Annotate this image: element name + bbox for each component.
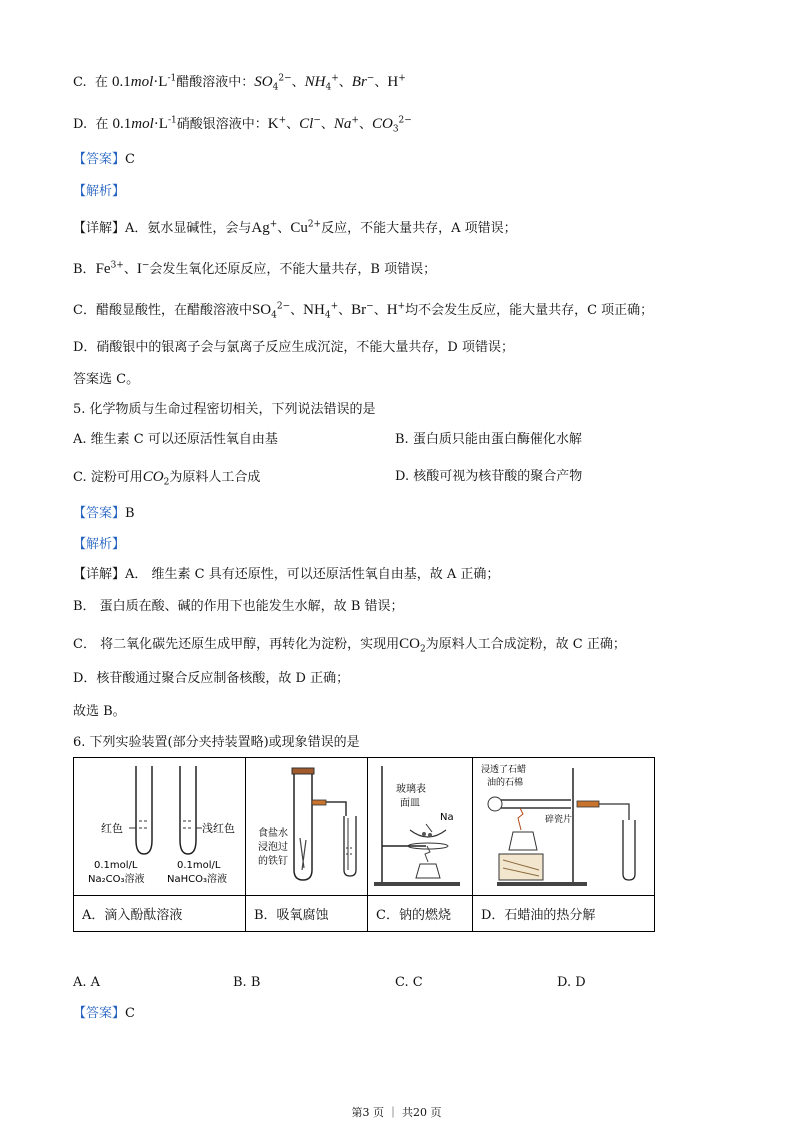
test-tubes-figure bbox=[74, 758, 245, 891]
q5-stem: 5. 化学物质与生命过程密切相关，下列说法错误的是 bbox=[73, 402, 376, 417]
q6-choice-b: B. B bbox=[233, 975, 261, 990]
label-porcelain: 碎瓷片 bbox=[545, 815, 573, 825]
q6-figure-table bbox=[73, 757, 655, 932]
q6-choice-d: D. D bbox=[557, 975, 586, 990]
label-watch-glass-1: 玻璃表 bbox=[396, 784, 426, 795]
caption-a: A．滴入酚酞溶液 bbox=[74, 896, 246, 932]
q6-choice-a: A. A bbox=[73, 975, 101, 990]
label-asbestos-1: 浸透了石蜡 bbox=[481, 765, 527, 775]
figure-d bbox=[473, 758, 655, 896]
label-light-red: 浅红色 bbox=[202, 822, 235, 835]
sodium-burning-figure bbox=[368, 758, 472, 891]
caption-d: D．石蜡油的热分解 bbox=[473, 896, 655, 932]
q5-detail-a: 【详解】A． 维生素 C 具有还原性，可以还原活性氧自由基，故 A 正确； bbox=[73, 567, 500, 582]
label-watch-glass-2: 面皿 bbox=[400, 798, 420, 809]
q4-conclusion: 答案选 C。 bbox=[73, 372, 140, 387]
q4-detail-b: B．$Fe^{3+}$、I−会发生氧化还原反应，不能大量共存，B 项错误； bbox=[73, 260, 437, 277]
q5-conclusion: 故选 B。 bbox=[73, 704, 126, 719]
caption-c: C．钠的燃烧 bbox=[368, 896, 473, 932]
label-asbestos-2: 油的石棉 bbox=[487, 778, 524, 788]
figure-b bbox=[246, 758, 368, 896]
q4-detail-a: 【详解】A．氨水显碱性，会与Ag+、$Cu^{2+}$反应，不能大量共存，A 项错误； bbox=[73, 219, 517, 236]
figure-c bbox=[368, 758, 473, 896]
q5-option-b: B. 蛋白质只能由蛋白酶催化水解 bbox=[395, 432, 582, 447]
q4-detail-c: C．醋酸显酸性，在醋酸溶液中$SO_4^{2-}$、$NH_4^+$、Br−、H+均不会发生反应，能大量共存，C 项正确； bbox=[73, 301, 654, 321]
label-right-conc: 0.1mol/L bbox=[177, 860, 221, 871]
label-salt-water: 食盐水 bbox=[258, 828, 288, 839]
q5-option-d: D. 核酸可视为核苷酸的聚合产物 bbox=[395, 469, 583, 484]
q4-analysis-tag: 【解析】 bbox=[73, 184, 126, 199]
q5-option-a: A. 维生素 C 可以还原活性氧自由基 bbox=[73, 432, 278, 447]
label-left-conc: 0.1mol/L bbox=[94, 860, 138, 871]
q5-detail-c: C． 将二氧化碳先还原生成甲醇，再转化为淀粉，实现用$CO_2$为原料人工合成淀粉，故 C 正确； bbox=[73, 636, 626, 655]
q6-choice-c: C. C bbox=[395, 975, 423, 990]
figure-a bbox=[74, 758, 246, 896]
page-footer: 第3 页 ｜ 共20 页 bbox=[351, 1106, 442, 1119]
q4-answer: 【答案】C bbox=[73, 152, 135, 167]
label-right-salt: NaHCO₃溶液 bbox=[167, 874, 227, 885]
q4-detail-d: D．硝酸银中的银离子会与氯离子反应生成沉淀，不能大量共存，D 项错误； bbox=[73, 340, 514, 355]
q6-stem: 6. 下列实验装置(部分夹持装置略)或现象错误的是 bbox=[73, 735, 360, 750]
q5-answer: 【答案】B bbox=[73, 506, 135, 521]
q5-analysis-tag: 【解析】 bbox=[73, 537, 126, 552]
q5-detail-b: B． 蛋白质在酸、碱的作用下也能发生水解，故 B 错误； bbox=[73, 599, 404, 614]
q4-option-d: D. 在 $0.1mol\cdot L^{-1}$硝酸银溶液中：K+、Cl−、Na+、$CO_3^{2-}$ bbox=[73, 115, 412, 135]
label-red: 红色 bbox=[101, 822, 123, 835]
q5-option-c: C. 淀粉可用$CO_2$为原料人工合成 bbox=[73, 469, 261, 488]
q5-detail-d: D．核苷酸通过聚合反应制备核酸，故 D 正确； bbox=[73, 671, 350, 686]
label-left-salt: Na₂CO₃溶液 bbox=[88, 874, 145, 885]
caption-b: B．吸氧腐蚀 bbox=[246, 896, 368, 932]
q4-option-c: C. 在 $0.1mol\cdot L^{-1}$醋酸溶液中：$SO_4^{2-}$、$NH_4^+$、Br−、H+ bbox=[73, 73, 406, 93]
label-soaked: 浸泡过 bbox=[258, 842, 288, 853]
q6-answer: 【答案】C bbox=[73, 1006, 135, 1021]
paraffin-decomposition-figure bbox=[473, 758, 654, 891]
label-na: Na bbox=[440, 812, 454, 823]
oxygen-corrosion-figure bbox=[246, 758, 367, 891]
label-iron-nail: 的铁钉 bbox=[258, 856, 288, 867]
